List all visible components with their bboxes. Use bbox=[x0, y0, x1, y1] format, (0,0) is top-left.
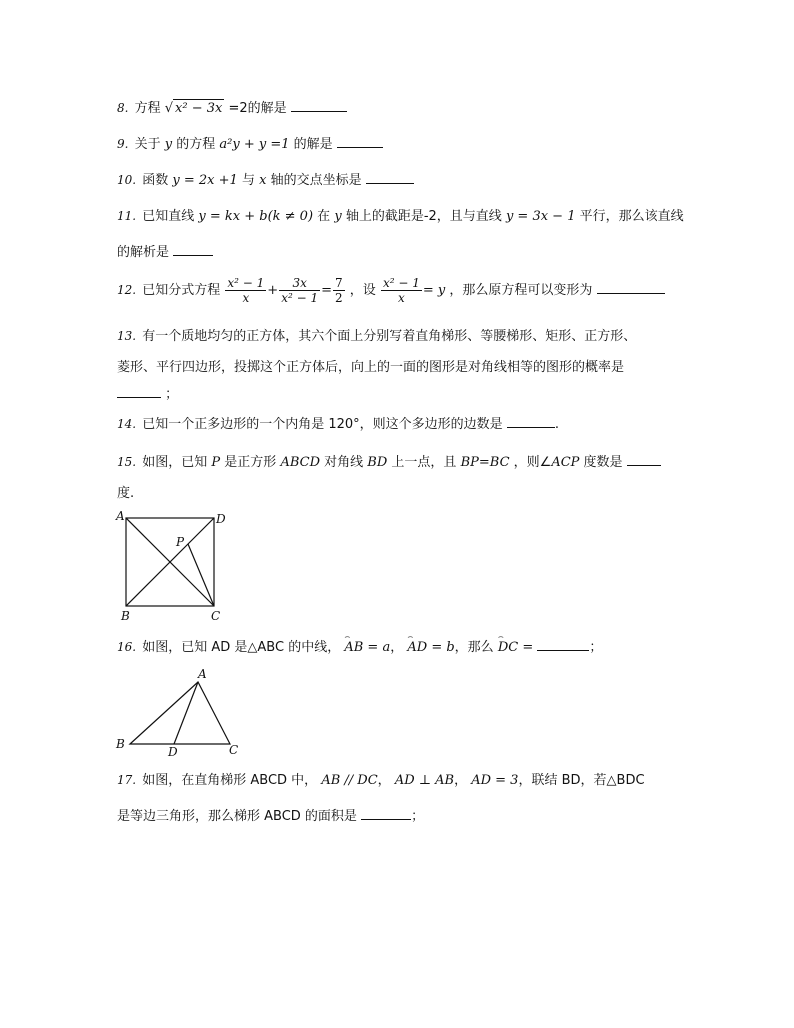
question-number: 12. bbox=[117, 283, 137, 297]
variable: y bbox=[334, 209, 342, 224]
answer-blank[interactable] bbox=[597, 281, 665, 294]
question-8 bbox=[117, 99, 347, 118]
segment-pc bbox=[188, 544, 214, 606]
denominator: x² − 1 bbox=[281, 291, 319, 305]
variable: x bbox=[259, 173, 267, 188]
vector-value: = a bbox=[363, 640, 391, 655]
question-text: ； bbox=[411, 809, 425, 824]
diagonal-name: BD bbox=[367, 455, 388, 470]
question-number: 13. bbox=[117, 329, 137, 343]
question-text: 已知分式方程 bbox=[142, 283, 221, 298]
vector-value: = b bbox=[427, 640, 455, 655]
question-text: 在 bbox=[317, 209, 331, 224]
question-9 bbox=[117, 135, 383, 154]
denominator: 2 bbox=[335, 291, 343, 305]
square-figure bbox=[110, 506, 240, 628]
condition: BP=BC bbox=[460, 455, 510, 470]
question-text: ，那么 bbox=[454, 640, 494, 655]
label-a: A bbox=[198, 667, 207, 681]
line-equation: y = kx + b(k ≠ 0) bbox=[198, 209, 314, 224]
question-text: 度. bbox=[117, 486, 135, 501]
label-a: A bbox=[116, 509, 125, 523]
relation-3: AD = 3 bbox=[471, 773, 519, 788]
question-text: 轴的交点坐标是 bbox=[270, 173, 362, 188]
question-text: 是等边三角形，那么梯形 ABCD 的面积是 bbox=[117, 809, 357, 824]
question-text: 已知直线 bbox=[142, 209, 195, 224]
question-17 bbox=[117, 771, 645, 790]
question-number: 9. bbox=[117, 137, 129, 151]
plus-sign: + bbox=[267, 283, 279, 298]
question-text: 函数 bbox=[142, 173, 169, 188]
substitution: = y bbox=[422, 283, 446, 298]
answer-blank[interactable] bbox=[627, 453, 661, 466]
triangle-abc bbox=[130, 682, 230, 744]
separator: ， bbox=[390, 640, 404, 655]
question-14 bbox=[117, 415, 559, 434]
question-11-line-2 bbox=[117, 243, 213, 262]
fraction-3 bbox=[333, 276, 345, 305]
function-expression: y = 2x +1 bbox=[172, 173, 238, 188]
question-15-line-2 bbox=[117, 485, 134, 503]
question-15 bbox=[117, 453, 661, 472]
answer-blank[interactable] bbox=[117, 385, 161, 398]
question-13 bbox=[117, 327, 636, 346]
answer-blank[interactable] bbox=[337, 135, 383, 148]
angle-name: ACP bbox=[551, 455, 580, 470]
relation-1: AB // DC bbox=[321, 773, 378, 788]
equation: a²y + y =1 bbox=[219, 137, 290, 152]
answer-blank[interactable] bbox=[537, 638, 589, 651]
separator: ， bbox=[454, 773, 468, 788]
point-p: P bbox=[211, 455, 221, 470]
numerator: x² − 1 bbox=[227, 276, 265, 290]
question-text: . bbox=[554, 417, 559, 432]
question-text: 与 bbox=[241, 173, 255, 188]
question-number: 16. bbox=[117, 640, 137, 654]
question-text: 已知一个正多边形的一个内角是 120°，则这个多边形的边数是 bbox=[142, 417, 503, 432]
fraction-1 bbox=[225, 276, 266, 305]
label-d: D bbox=[168, 745, 178, 758]
question-text: 如图，在直角梯形 ABCD 中， bbox=[142, 773, 318, 788]
question-text: 度数是 bbox=[583, 455, 623, 470]
label-d: D bbox=[216, 512, 226, 526]
median-ad bbox=[174, 682, 198, 744]
question-13-line-2 bbox=[117, 359, 624, 377]
vector-dc: ⌢ DC bbox=[498, 639, 518, 657]
label-p: P bbox=[176, 535, 185, 549]
question-number: 17. bbox=[117, 773, 137, 787]
line-equation-2: y = 3x − 1 bbox=[505, 209, 576, 224]
question-number: 15. bbox=[117, 455, 137, 469]
question-text: ； bbox=[589, 640, 603, 655]
relation-2: AD ⊥ AB bbox=[394, 773, 455, 788]
question-text: 方程 bbox=[134, 101, 161, 116]
question-text: 的解是 bbox=[293, 137, 333, 152]
variable: y bbox=[164, 137, 173, 152]
question-text: ，联结 BD，若△BDC bbox=[518, 773, 645, 788]
question-text: 的方程 bbox=[176, 137, 216, 152]
answer-blank[interactable] bbox=[173, 243, 213, 256]
question-text: 对角线 bbox=[324, 455, 364, 470]
numerator: x² − 1 bbox=[382, 276, 420, 290]
question-text: ，那么原方程可以变形为 bbox=[449, 283, 593, 298]
question-text: 有一个质地均匀的正方体，其六个面上分别写着直角梯形、等腰梯形、矩形、正方形、 bbox=[142, 329, 637, 344]
question-text: 平行，那么该直线 bbox=[579, 209, 684, 224]
label-c: C bbox=[211, 609, 221, 623]
question-text: 上一点，且 bbox=[391, 455, 457, 470]
fraction-2 bbox=[279, 276, 320, 305]
separator: ， bbox=[377, 773, 391, 788]
question-text: ，设 bbox=[349, 283, 376, 298]
label-b: B bbox=[116, 737, 125, 751]
denominator: x bbox=[242, 291, 250, 305]
answer-blank[interactable] bbox=[507, 415, 555, 428]
vector-ad: ⌢ AD bbox=[407, 639, 427, 657]
numerator: 3x bbox=[279, 276, 320, 291]
question-text: 是正方形 bbox=[224, 455, 277, 470]
fraction-4 bbox=[381, 276, 422, 305]
square-name: ABCD bbox=[280, 455, 320, 470]
vector-ab: ⌢ AB bbox=[344, 639, 363, 657]
question-12 bbox=[117, 272, 665, 309]
answer-blank[interactable] bbox=[291, 99, 347, 112]
question-text: 菱形、平行四边形，投掷这个正方体后，向上的一面的图形是对角线相等的图形的概率是 bbox=[117, 360, 625, 375]
numerator: 7 bbox=[335, 276, 343, 290]
question-11 bbox=[117, 207, 684, 226]
question-text: =2的解是 bbox=[228, 101, 287, 116]
question-number: 14. bbox=[117, 417, 137, 431]
answer-blank[interactable] bbox=[361, 807, 411, 820]
question-number: 10. bbox=[117, 173, 137, 187]
equals-sign: = bbox=[518, 640, 534, 655]
question-17-line-2 bbox=[117, 807, 424, 826]
question-text: ； bbox=[165, 387, 179, 402]
question-text: 如图，已知 AD 是△ABC 的中线， bbox=[142, 640, 341, 655]
sqrt-sign: √ bbox=[164, 101, 174, 116]
question-16 bbox=[117, 638, 602, 657]
question-text: ，则∠ bbox=[513, 455, 552, 470]
question-number: 11. bbox=[117, 209, 137, 223]
label-c: C bbox=[229, 743, 239, 757]
question-text: 的解析是 bbox=[117, 245, 170, 260]
radicand: x² − 3x bbox=[175, 101, 223, 116]
question-text: 关于 bbox=[134, 137, 161, 152]
question-13-line-3 bbox=[117, 385, 178, 404]
question-text: 如图，已知 bbox=[142, 455, 208, 470]
triangle-figure bbox=[112, 664, 252, 758]
question-10 bbox=[117, 171, 414, 190]
answer-blank[interactable] bbox=[366, 171, 414, 184]
equals-sign: = bbox=[321, 283, 333, 298]
question-number: 8. bbox=[117, 101, 129, 115]
label-b: B bbox=[121, 609, 130, 623]
question-text: 轴上的截距是-2，且与直线 bbox=[345, 209, 502, 224]
denominator: x bbox=[398, 291, 405, 305]
